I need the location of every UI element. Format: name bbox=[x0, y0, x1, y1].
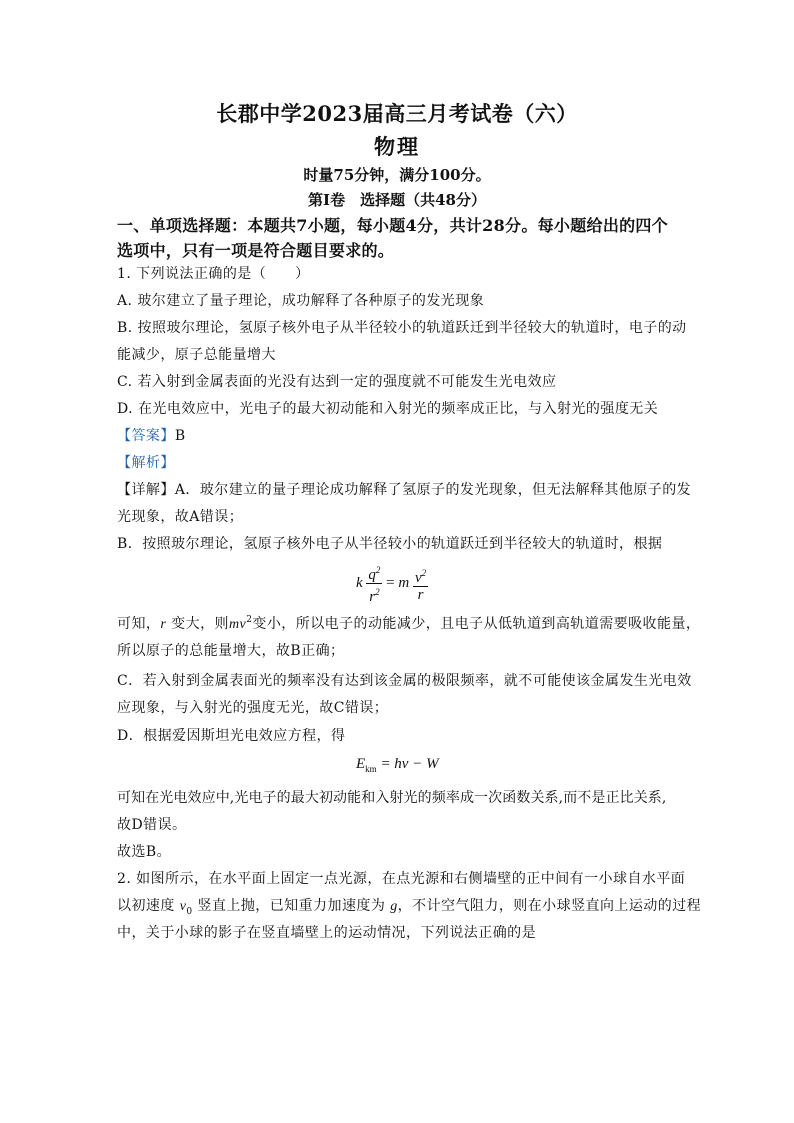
q1-option-b-line2: 能减少，原子总能量增大 bbox=[117, 347, 276, 363]
detail-c-line2: 应现象，与入射光的强度无光，故C错误； bbox=[117, 700, 389, 716]
q2-v0: v bbox=[179, 899, 187, 914]
detail-b2-mv: mv bbox=[228, 617, 247, 632]
detail-d-line2: 可知在光电效应中,光电子的最大初动能和入射光的频率成一次函数关系,而不是正比关系, bbox=[117, 790, 667, 806]
detail-d-line1: D．根据爱因斯坦光电效应方程，得 bbox=[117, 728, 346, 744]
detail-b2-prefix: 可知， bbox=[117, 616, 161, 632]
q2-line3: 中，关于小球的影子在竖直墙壁上的运动情况，下列说法正确的是 bbox=[117, 925, 537, 941]
analysis-tag-text: 【解析】 bbox=[117, 455, 175, 471]
q1-option-b-line1: B. 按照玻尔理论，氢原子核外电子从半径较小的轨道跃迁到半径较大的轨道时，电子的动 bbox=[117, 320, 687, 336]
eq1-den-right: r bbox=[417, 586, 424, 603]
q2-v0-sub: 0 bbox=[186, 906, 193, 917]
detail-b2-suffix: 变小，所以电子的动能减少，且电子从低轨道到高轨道需要吸收能量， bbox=[252, 616, 701, 632]
detail-b-line2 bbox=[117, 613, 700, 633]
eq1-den-left: r bbox=[369, 589, 376, 605]
answer-tag: 【答案】 bbox=[117, 428, 175, 444]
time-info: 时量75分钟，满分100分。 bbox=[303, 166, 491, 184]
q1-option-d: D. 在光电效应中，光电子的最大初动能和入射光的频率成正比，与入射光的强度无关 bbox=[117, 401, 659, 417]
q2-g: g bbox=[390, 899, 398, 914]
q2-line1: 2. 如图所示，在水平面上固定一点光源，在点光源和右侧墙壁的正中间有一小球自水平面 bbox=[117, 871, 686, 887]
detail-b-line1: B．按照玻尔理论，氢原子核外电子从半径较小的轨道跃迁到半径较大的轨道时，根据 bbox=[117, 536, 663, 552]
detail-b2-mid: 变大，则 bbox=[166, 616, 229, 632]
answer-line bbox=[117, 425, 186, 445]
exam-title: 长郡中学2023届高三月考试卷（六） bbox=[216, 101, 578, 126]
answer-value: B bbox=[174, 428, 186, 444]
detail-tag: 【详解】 bbox=[117, 482, 175, 498]
q2-line2 bbox=[117, 895, 701, 917]
eq1-m: m bbox=[398, 574, 410, 591]
section-heading-line2: 选项中，只有一项是符合题目要求的。 bbox=[117, 241, 395, 260]
q1-option-c: C. 若入射到金属表面的光没有达到一定的强度就不可能发生光电效应 bbox=[117, 374, 557, 390]
detail-c-line1: C．若入射到金属表面光的频率没有达到该金属的极限频率，就不可能使该金属发生光电效 bbox=[117, 673, 692, 689]
eq1-exp-2: 2 bbox=[375, 587, 380, 597]
detail-b2-r: r bbox=[160, 617, 167, 632]
q1-option-a: A. 玻尔建立了量子理论，成功解释了各种原子的发光现象 bbox=[117, 293, 485, 309]
eq1-k: k bbox=[356, 574, 363, 591]
detail-a-line1 bbox=[117, 479, 691, 499]
eq1-right-fraction bbox=[413, 565, 428, 603]
eq1-exp-1: 2 bbox=[375, 565, 381, 575]
coulomb-equation bbox=[356, 562, 428, 605]
eq2-subscript: km bbox=[365, 764, 377, 774]
q2-line2-a: 以初速度 bbox=[117, 898, 180, 914]
detail-d-line3: 故D错误。 bbox=[117, 817, 187, 833]
eq1-num-left: q bbox=[368, 567, 376, 583]
section-heading-line1: 一、单项选择题：本题共7小题，每小题4分，共计28分。每小题给出的四个 bbox=[117, 216, 669, 235]
eq1-exp-3: 2 bbox=[421, 567, 427, 578]
detail-a-line2: 光现象，故A错误； bbox=[117, 509, 244, 525]
q1-stem: 1. 下列说法正确的是（ ） bbox=[117, 266, 310, 282]
q2-line2-b: 竖直上抛，已知重力加速度为 bbox=[192, 898, 391, 914]
eq1-left-fraction bbox=[366, 562, 382, 605]
q2-line2-c: ，不计空气阻力，则在小球竖直向上运动的过程 bbox=[397, 898, 702, 914]
conclusion: 故选B。 bbox=[117, 844, 172, 860]
subject-title: 物理 bbox=[374, 134, 420, 159]
part-heading: 第Ⅰ卷 选择题（共48分） bbox=[308, 191, 486, 209]
eq2-rhs: = hν − W bbox=[380, 756, 439, 772]
eq1-equals: = bbox=[386, 574, 395, 591]
detail-b-line3: 所以原子的总能量增大，故B正确； bbox=[117, 643, 345, 659]
photoelectric-equation bbox=[356, 756, 439, 774]
eq1-num-right: v bbox=[414, 569, 422, 586]
analysis-tag bbox=[117, 452, 175, 472]
detail-a-text: A．玻尔建立的量子理论成功解释了氢原子的发光现象，但无法解释其他原子的发 bbox=[174, 482, 692, 498]
detail-b2-exp: 2 bbox=[246, 615, 253, 625]
eq2-e: E bbox=[356, 756, 366, 772]
